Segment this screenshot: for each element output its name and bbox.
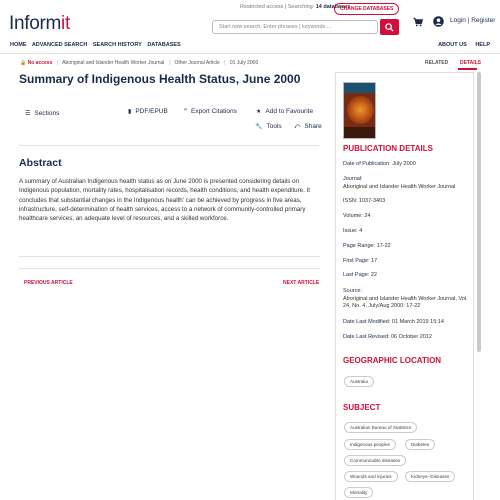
nav-help[interactable]: HELP	[475, 42, 490, 48]
sections-button[interactable]	[25, 110, 59, 117]
access-label: No access	[27, 60, 53, 66]
search-icon	[385, 23, 394, 32]
subject-chip[interactable]: Wounds and injuries	[344, 471, 398, 482]
tab-related[interactable]: RELATED	[425, 60, 449, 66]
nav-advanced-search[interactable]: ADVANCED SEARCH	[31, 42, 88, 48]
field-value: 22	[370, 272, 377, 278]
subject-chip[interactable]: Diabetes	[405, 439, 435, 450]
subject-chip[interactable]: Kidneys--Diseases	[405, 471, 455, 482]
geographic-location-heading: GEOGRAPHIC LOCATION	[343, 356, 442, 365]
share-icon: ⤺	[294, 124, 301, 130]
menu-icon: ☰	[25, 111, 31, 117]
logo-text: Inform	[9, 13, 62, 34]
header-divider	[0, 53, 500, 54]
subject-chip[interactable]: Mortality	[344, 487, 373, 498]
pdf-label: PDF/EPUB	[135, 108, 168, 115]
breadcrumb-journal[interactable]: Aboriginal and Islander Health Worker Journal	[62, 60, 165, 66]
share-label: Share	[304, 123, 322, 130]
export-label: Export Citations	[191, 108, 237, 115]
star-icon: ★	[256, 109, 262, 115]
document-icon: ▮	[128, 109, 132, 115]
user-icon[interactable]	[433, 16, 444, 27]
field-value: 17-22	[376, 243, 391, 249]
active-tab-indicator	[458, 68, 477, 70]
search-input[interactable]: Start new search. Enter phrases | keywords ...	[212, 20, 378, 34]
date-of-publication	[343, 161, 473, 169]
journal-cover-image	[343, 82, 376, 139]
scrollbar[interactable]	[477, 72, 481, 352]
previous-article-link[interactable]: PREVIOUS ARTICLE	[24, 280, 73, 286]
pdf-epub-button[interactable]	[128, 108, 168, 115]
field-label: Volume:	[343, 213, 363, 219]
field-value: 4	[359, 228, 363, 234]
breadcrumb-type: Other Journal Article	[174, 60, 220, 66]
nav-about-us[interactable]: ABOUT US	[438, 42, 467, 48]
field-label: Date of Publication:	[343, 161, 391, 167]
issue-field	[343, 228, 473, 236]
date-last-modified	[343, 319, 473, 327]
publication-details-heading: PUBLICATION DETAILS	[343, 144, 433, 153]
nav-home[interactable]: HOME	[10, 42, 27, 48]
nav-search-history[interactable]: SEARCH HISTORY	[92, 42, 142, 48]
last-page-field	[343, 272, 473, 280]
date-last-revised	[343, 334, 473, 342]
tab-details[interactable]: DETAILS	[460, 60, 482, 66]
search-button[interactable]	[380, 19, 399, 35]
journal-field	[343, 176, 473, 191]
secondary-nav	[431, 42, 490, 48]
logo-accent: it	[61, 13, 70, 34]
wrench-icon: 🔧	[255, 124, 263, 130]
field-value: 06 October 2012	[391, 334, 432, 340]
informit-logo[interactable]	[9, 13, 70, 35]
field-label: Last Page:	[343, 272, 370, 278]
breadcrumb: 🔒 No access | Aboriginal and Islander Health Worker Journal | Other Journal Article | 01 July 2000	[20, 60, 259, 66]
favourite-label: Add to Favourite	[265, 108, 314, 115]
field-label: ISSN:	[343, 198, 358, 204]
source-field	[343, 288, 473, 311]
abstract-text: A summary of Australian Indigenous health status as on June 2000 is presented considering details on Indigenous population, mortality rates, hospitalisation records, health conditions, and health expenditure. It concludes that substantial changes in the Indigenous health' can be achieved by progress in five areas, infrastructure, self-determination of health services, access to a network of community-controlled primary healthcare services, an adequate level of resources, and a skilled workforce.	[19, 178, 310, 223]
field-value: Aboriginal and Islander Health Worker Journal, Vol. 24, No. 4, July/Aug 2000: 17-22	[343, 295, 468, 309]
issn-field	[343, 198, 473, 206]
lock-icon: 🔒	[20, 60, 27, 66]
subject-chip[interactable]: Communicable diseases	[344, 455, 406, 466]
field-value: July 2000	[392, 161, 416, 167]
field-label: Date Last Revised:	[343, 334, 390, 340]
tools-label: Tools	[266, 123, 282, 130]
geo-chip-australia[interactable]: Australia	[344, 376, 374, 387]
sections-label: Sections	[34, 110, 60, 117]
cart-icon[interactable]	[413, 17, 423, 27]
add-favourite-button[interactable]	[256, 108, 313, 115]
field-value: Aboriginal and Islander Health Worker Journal	[343, 183, 456, 190]
volume-field	[343, 213, 473, 221]
field-value: 17	[371, 258, 378, 264]
field-label: Journal:	[343, 176, 363, 182]
field-label: Source:	[343, 288, 362, 294]
page-title: Summary of Indigenous Health Status, June 2000	[19, 72, 301, 86]
field-label: Page Range:	[343, 243, 376, 249]
field-label: First Page:	[343, 258, 370, 264]
export-citations-button[interactable]	[184, 108, 237, 115]
field-label: Date Last Modified:	[343, 319, 391, 325]
subject-chip[interactable]: Australian Bureau of Statistics	[344, 422, 417, 433]
change-databases-button[interactable]: CHANGE DATABASES	[334, 3, 399, 15]
database-count: 14 databases	[315, 4, 351, 10]
actions-divider	[19, 145, 319, 146]
field-value: 24	[364, 213, 371, 219]
divider	[19, 256, 320, 257]
field-label: Issue:	[343, 228, 358, 234]
tools-button[interactable]	[255, 123, 282, 130]
first-page-field	[343, 258, 473, 266]
divider	[19, 268, 320, 269]
abstract-heading: Abstract	[19, 157, 62, 169]
breadcrumb-date: 01 July 2000	[229, 60, 259, 66]
field-value: 01 March 2019 15:14	[391, 319, 444, 325]
page-range-field	[343, 243, 473, 251]
share-button[interactable]	[294, 123, 322, 131]
quote-icon: ”	[184, 109, 187, 115]
next-article-link[interactable]: NEXT ARTICLE	[283, 280, 320, 286]
main-nav	[10, 42, 185, 48]
login-register-link[interactable]: Login | Register	[450, 17, 496, 24]
subject-heading: SUBJECT	[343, 403, 381, 412]
access-prefix: Restricted access | Searching:	[240, 4, 316, 10]
field-value: 1037-3403	[358, 198, 386, 204]
subject-chip[interactable]: Indigenous peoples	[344, 439, 396, 450]
nav-databases[interactable]: DATABASES	[147, 42, 181, 48]
